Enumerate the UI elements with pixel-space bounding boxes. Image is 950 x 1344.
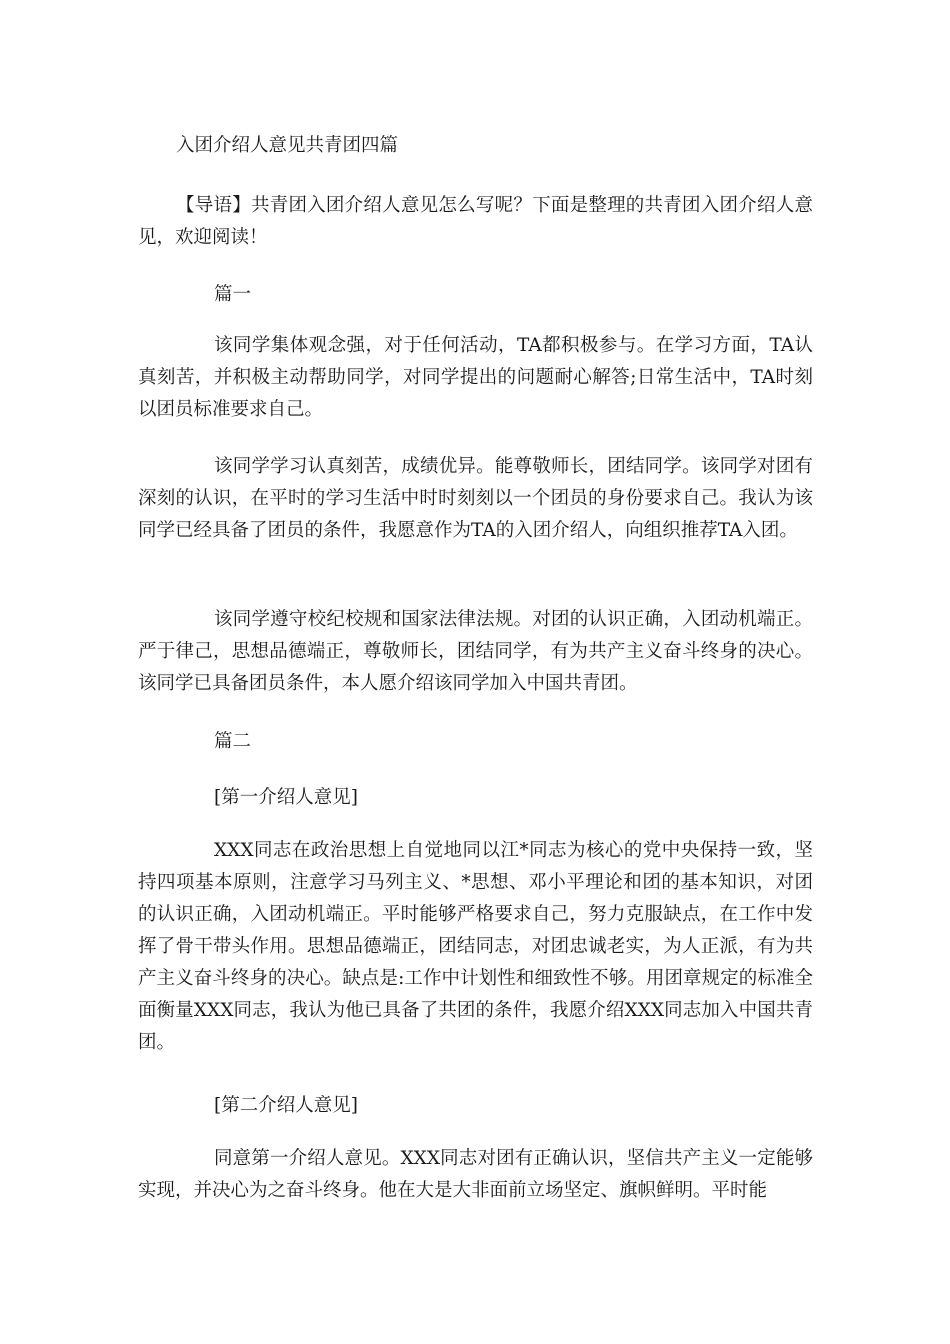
intro-paragraph: 【导语】共青团入团介绍人意见怎么写呢？下面是整理的共青团入团介绍人意见，欢迎阅读！ [138,195,813,248]
section-1-paragraph-2: 该同学学习认真刻苦，成绩优异。能尊敬师长，团结同学。该同学对团有深刻的认识，在平时的学习生活中时时刻刻以一个团员的身份要求自己。我认为该同学已经具备了团员的条件，我愿意作为TA的入团介绍人，向组织推荐TA入团。 [138,456,813,541]
section-1-heading: 篇一 [214,284,252,305]
first-sponsor-opinion: XXX同志在政治思想上自觉地同以江*同志为核心的党中央保持一致，坚持四项基本原则，注意学习马列主义、*思想、邓小平理论和团的基本知识，对团的认识正确，入团动机端正。平时能够严格要求自己，努力克服缺点，在工作中发挥了骨干带头作用。思想品德端正，团结同志，对团忠诚老实，为人正派，有为共产主义奋斗终身的决心。缺点是:工作中计划性和细致性不够。用团章规定的标准全面衡量XXX同志，我认为他已具备了共团的条件，我愿介绍XXX同志加入中国共青团。 [138,840,813,1053]
second-sponsor-opinion: 同意第一介绍人意见。XXX同志对团有正确认识，坚信共产主义一定能够实现，并决心为之奋斗终身。他在大是大非面前立场坚定、旗帜鲜明。平时能 [138,1148,813,1201]
section-1-paragraph-3: 该同学遵守校纪校规和国家法律法规。对团的认识正确，入团动机端正。严于律己，思想品德端正，尊敬师长，团结同学，有为共产主义奋斗终身的决心。该同学已具备团员条件，本人愿介绍该同学加入中国共青团。 [138,609,813,694]
second-sponsor-heading: [第二介绍人意见] [214,1095,358,1116]
document-title: 入团介绍人意见共青团四篇 [176,135,399,156]
first-sponsor-heading: [第一介绍人意见] [214,787,358,808]
section-1-paragraph-1: 该同学集体观念强，对于任何活动，TA都积极参与。在学习方面，TA认真刻苦，并积极主动帮助同学，对同学提出的问题耐心解答;日常生活中，TA时刻以团员标准要求自己。 [138,335,813,420]
section-2-heading: 篇二 [214,731,252,752]
